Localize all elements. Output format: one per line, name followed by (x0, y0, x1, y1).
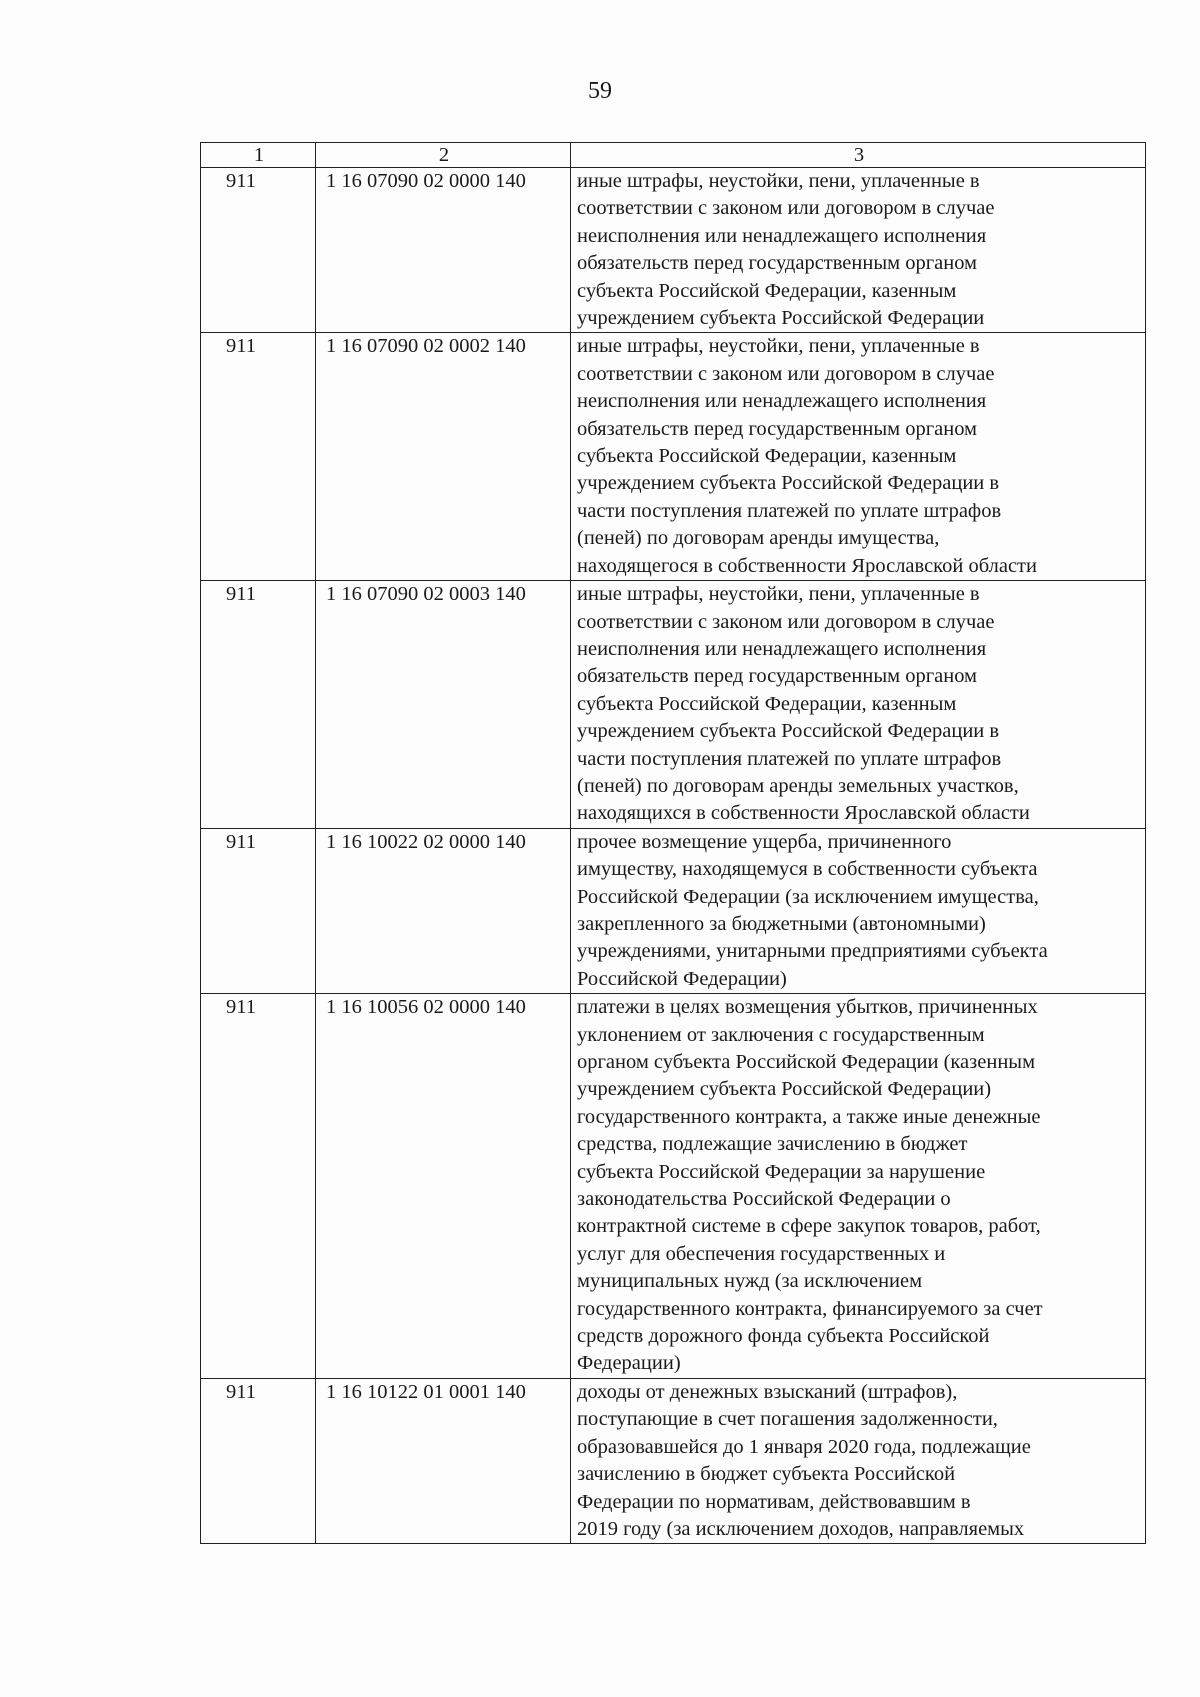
table-row (201, 828, 1146, 993)
page-number: 59 (588, 78, 612, 104)
description-cell: иные штрафы, неустойки, пени, уплаченные в соответствии с законом или договором в случае неисполнения или ненадлежащего исполнения обязательств перед государственным органом субъекта Российской Федерации, казенным учреждением субъекта Российской Федерации (571, 168, 1146, 333)
description-cell: доходы от денежных взысканий (штрафов), поступающие в счет погашения задолженности, образовавшейся до 1 января 2020 года, подлежащие зачислению в бюджет субъекта Российской Федерации по нормативам, действовавшим в 2019 году (за исключением доходов, направляемых (571, 1378, 1146, 1543)
column-header-1: 1 (201, 143, 316, 168)
table-row (201, 1378, 1146, 1543)
admin-code-cell: 911 (201, 994, 316, 1379)
admin-code-cell: 911 (201, 333, 316, 581)
table-row (201, 581, 1146, 829)
budget-code-cell: 1 16 07090 02 0000 140 (316, 168, 571, 333)
admin-code-cell: 911 (201, 1378, 316, 1543)
description-cell: иные штрафы, неустойки, пени, уплаченные в соответствии с законом или договором в случае неисполнения или ненадлежащего исполнения обязательств перед государственным органом субъекта Российской Федерации, казенным учреждением субъекта Российской Федерации в части поступления платежей по уплате штрафов (пеней) по договорам аренды земельных участков, находящихся в собственности Ярославской области (571, 581, 1146, 829)
column-header-2: 2 (316, 143, 571, 168)
table-row (201, 333, 1146, 581)
admin-code-cell: 911 (201, 828, 316, 993)
budget-code-cell: 1 16 10022 02 0000 140 (316, 828, 571, 993)
table-row (201, 168, 1146, 333)
column-header-3: 3 (571, 143, 1146, 168)
admin-code-cell: 911 (201, 581, 316, 829)
budget-code-cell: 1 16 07090 02 0002 140 (316, 333, 571, 581)
table-header-row (201, 143, 1146, 168)
budget-code-cell: 1 16 10056 02 0000 140 (316, 994, 571, 1379)
description-cell: платежи в целях возмещения убытков, причиненных уклонением от заключения с государственным органом субъекта Российской Федерации (казенным учреждением субъекта Российской Федерации) государственного контракта, а также иные денежные средства, подлежащие зачислению в бюджет субъекта Российской Федерации за нарушение законодательства Российской Федерации о контрактной системе в сфере закупок товаров, работ, услуг для обеспечения государственных и муниципальных нужд (за исключением государственного контракта, финансируемого за счет средств дорожного фонда субъекта Российской Федерации) (571, 994, 1146, 1379)
revenue-codes-table (200, 142, 1146, 1544)
table-row (201, 994, 1146, 1379)
budget-code-cell: 1 16 07090 02 0003 140 (316, 581, 571, 829)
admin-code-cell: 911 (201, 168, 316, 333)
budget-code-cell: 1 16 10122 01 0001 140 (316, 1378, 571, 1543)
description-cell: прочее возмещение ущерба, причиненного имуществу, находящемуся в собственности субъекта Российской Федерации (за исключением имущества, закрепленного за бюджетными (автономными) учреждениями, унитарными предприятиями субъекта Российской Федерации) (571, 828, 1146, 993)
description-cell: иные штрафы, неустойки, пени, уплаченные в соответствии с законом или договором в случае неисполнения или ненадлежащего исполнения обязательств перед государственным органом субъекта Российской Федерации, казенным учреждением субъекта Российской Федерации в части поступления платежей по уплате штрафов (пеней) по договорам аренды имущества, находящегося в собственности Ярославской области (571, 333, 1146, 581)
